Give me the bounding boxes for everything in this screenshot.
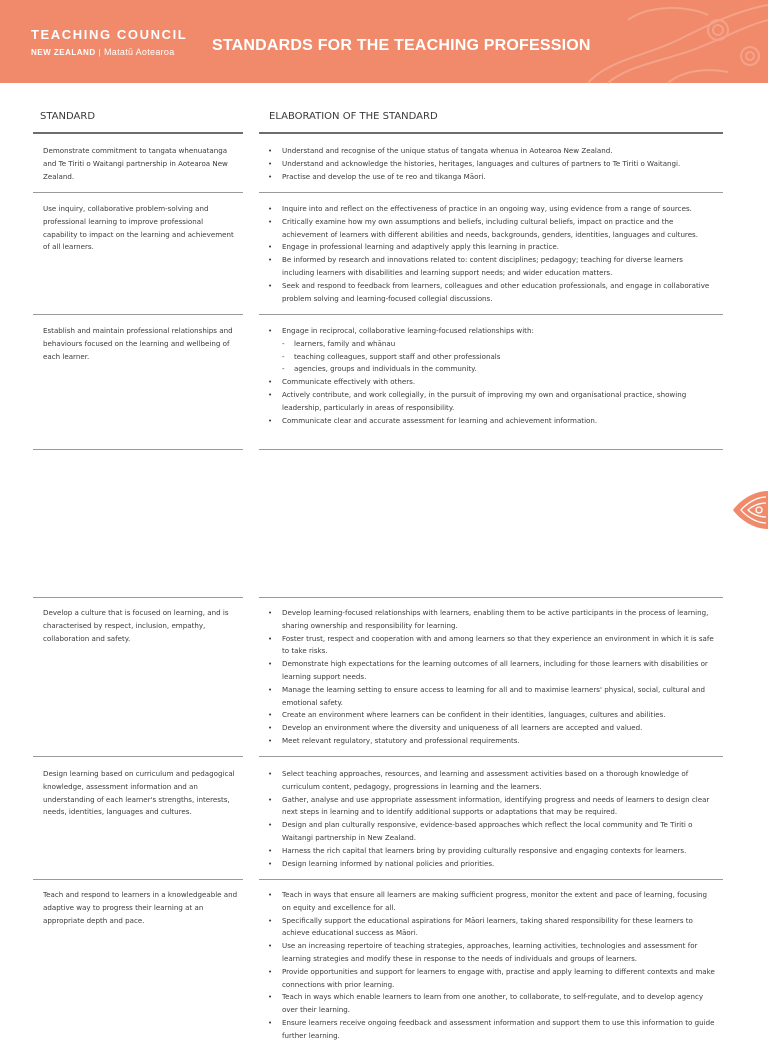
elaboration-item: • Inquire into and reflect on the effectiveness of practice in an ongoing way, using evidence from a range of sources.	[262, 203, 717, 216]
header-divider	[33, 132, 243, 134]
elaboration-item: • Understand and acknowledge the histories, heritages, languages and cultures of partners to Te Tiriti o Waitangi.	[262, 158, 717, 171]
elaboration-item: • Critically examine how my own assumptions and beliefs, including cultural beliefs, impact on practice and the achievement of learners with different abilities and needs, backgrounds, genders, identities, languages and cultures.	[262, 216, 717, 242]
elaboration-item: • Harness the rich capital that learners bring by providing culturally responsive and engaging contexts for learners.	[262, 845, 717, 858]
elaboration-list	[262, 768, 717, 870]
brand-separator: |	[98, 48, 101, 57]
column-header-elaboration: ELABORATION OF THE STANDARD	[269, 111, 438, 122]
row-divider	[259, 314, 723, 315]
column-header-standard: STANDARD	[40, 111, 96, 122]
row-divider	[259, 879, 723, 880]
elaboration-item: • Seek and respond to feedback from learners, colleagues and other education professionals, and engage in collaborative problem solving and learning-focused collegial discussions.	[262, 280, 717, 306]
row-divider	[33, 449, 243, 450]
header-banner	[0, 0, 768, 83]
elaboration-list	[262, 607, 717, 748]
standard-text: Establish and maintain professional relationships and behaviours focused on the learning and wellbeing of each learner.	[43, 326, 233, 361]
elaboration-item: • Manage the learning setting to ensure access to learning for all and to maximise learners' physical, social, cultural and emotional safety.	[262, 684, 717, 710]
row-divider	[259, 756, 723, 757]
standard-text: Develop a culture that is focused on learning, and is characterised by respect, inclusion, empathy, collaboration and safety.	[43, 608, 229, 643]
brand-name: TEACHING COUNCIL	[31, 27, 188, 42]
elaboration-item: • Teach in ways which enable learners to learn from one another, to collaborate, to self-regulate, and to develop agency over their learning.	[262, 991, 717, 1017]
row-divider	[259, 192, 723, 193]
elaboration-item: • Gather, analyse and use appropriate assessment information, identifying progress and needs of learners to design clear next steps in learning and to identify additional supports or adaptations that may be required.	[262, 794, 717, 820]
elaboration-item: • Engage in professional learning and adaptively apply this learning in practice.	[262, 241, 717, 254]
elaboration-item: • Engage in reciprocal, collaborative learning-focused relationships with:	[262, 325, 717, 338]
elaboration-item: • Select teaching approaches, resources, and learning and assessment activities based on a thorough knowledge of curriculum content, pedagogy, progressions in learning and the learners.	[262, 768, 717, 794]
elaboration-item: • Understand and recognise of the unique status of tangata whenua in Aotearoa New Zealand.	[262, 145, 717, 158]
brand-subtitle	[31, 47, 187, 57]
elaboration-item: • Create an environment where learners can be confident in their identities, languages, cultures and abilities.	[262, 709, 717, 722]
elaboration-list	[262, 203, 717, 305]
elaboration-item: • Communicate clear and accurate assessment for learning and achievement information.	[262, 415, 717, 428]
section-divider	[33, 597, 243, 598]
elaboration-item: • Actively contribute, and work collegially, in the pursuit of improving my own and organisational practice, showing leadership, particularly in areas of responsibility.	[262, 389, 717, 415]
elaboration-item: • Foster trust, respect and cooperation with and among learners so that they experience an environment in which it is safe to take risks.	[262, 633, 717, 659]
elaboration-item: • Teach in ways that ensure all learners are making sufficient progress, monitor the extent and pace of learning, focusing on equity and excellence for all.	[262, 889, 717, 915]
row-divider	[33, 879, 243, 880]
elaboration-list	[262, 145, 717, 183]
header-divider	[259, 132, 723, 134]
elaboration-item: • Provide opportunities and support for learners to engage with, practise and apply learning to different contexts and make connections with prior learning.	[262, 966, 717, 992]
standard-text: Use inquiry, collaborative problem-solving and professional learning to improve professional capability to impact on the learning and achievement of all learners.	[43, 204, 234, 252]
elaboration-item: • Specifically support the educational aspirations for Māori learners, taking shared responsibility for these learners to achieve educational success as Māori.	[262, 915, 717, 941]
elaboration-item: • Meet relevant regulatory, statutory and professional requirements.	[262, 735, 717, 748]
elaboration-item: • Ensure learners receive ongoing feedback and assessment information and support them to use this information to guide further learning.	[262, 1017, 717, 1043]
elaboration-item: • Practise and develop the use of te reo and tikanga Māori.	[262, 171, 717, 184]
row-divider	[33, 756, 243, 757]
elaboration-item: • Develop learning-focused relationships with learners, enabling them to be active participants in the process of learning, sharing ownership and responsibility for learning.	[262, 607, 717, 633]
row-divider	[33, 314, 243, 315]
standard-text: Teach and respond to learners in a knowledgeable and adaptive way to progress their learning at an appropriate depth and pace.	[43, 890, 238, 925]
standard-text: Design learning based on curriculum and pedagogical knowledge, assessment information and an understanding of each learner's strengths, interests, needs, identities, languages and cultures.	[43, 769, 235, 817]
elaboration-sub-item: - teaching colleagues, support staff and other professionals	[262, 351, 717, 364]
standard-text: Demonstrate commitment to tangata whenuatanga and Te Tiriti o Waitangi partnership in Aotearoa New Zealand.	[43, 146, 228, 181]
elaboration-list	[262, 325, 717, 427]
elaboration-item: • Demonstrate high expectations for the learning outcomes of all learners, including for those learners with disabilities or learning support needs.	[262, 658, 717, 684]
elaboration-item: • Design and plan culturally responsive, evidence-based approaches which reflect the local community and Te Tiriti o Waitangi partnership in New Zealand.	[262, 819, 717, 845]
elaboration-item: • Design learning informed by national policies and priorities.	[262, 858, 717, 871]
elaboration-item: • Use an increasing repertoire of teaching strategies, approaches, learning activities, technologies and assessment for learning strategies and modify these in response to the needs of individuals and groups of learners.	[262, 940, 717, 966]
elaboration-list	[262, 889, 717, 1043]
brand-logo[interactable]	[31, 27, 187, 57]
koru-pattern-icon	[568, 0, 768, 83]
elaboration-item: • Develop an environment where the diversity and uniqueness of all learners are accepted and valued.	[262, 722, 717, 735]
elaboration-item: • Be informed by research and innovations related to: content disciplines; pedagogy; teaching for diverse learners including learners with disabilities and learning support needs; and wider education matters.	[262, 254, 717, 280]
koru-side-icon	[733, 491, 768, 529]
elaboration-item: • Communicate effectively with others.	[262, 376, 717, 389]
row-divider	[33, 192, 243, 193]
page-title: STANDARDS FOR THE TEACHING PROFESSION	[212, 37, 591, 54]
row-divider	[259, 449, 723, 450]
brand-region: NEW ZEALAND	[31, 48, 96, 57]
elaboration-sub-item: - agencies, groups and individuals in the community.	[262, 363, 717, 376]
brand-maori-name: Matatū Aotearoa	[104, 47, 175, 57]
elaboration-sub-item: - learners, family and whānau	[262, 338, 717, 351]
section-divider	[259, 597, 723, 598]
